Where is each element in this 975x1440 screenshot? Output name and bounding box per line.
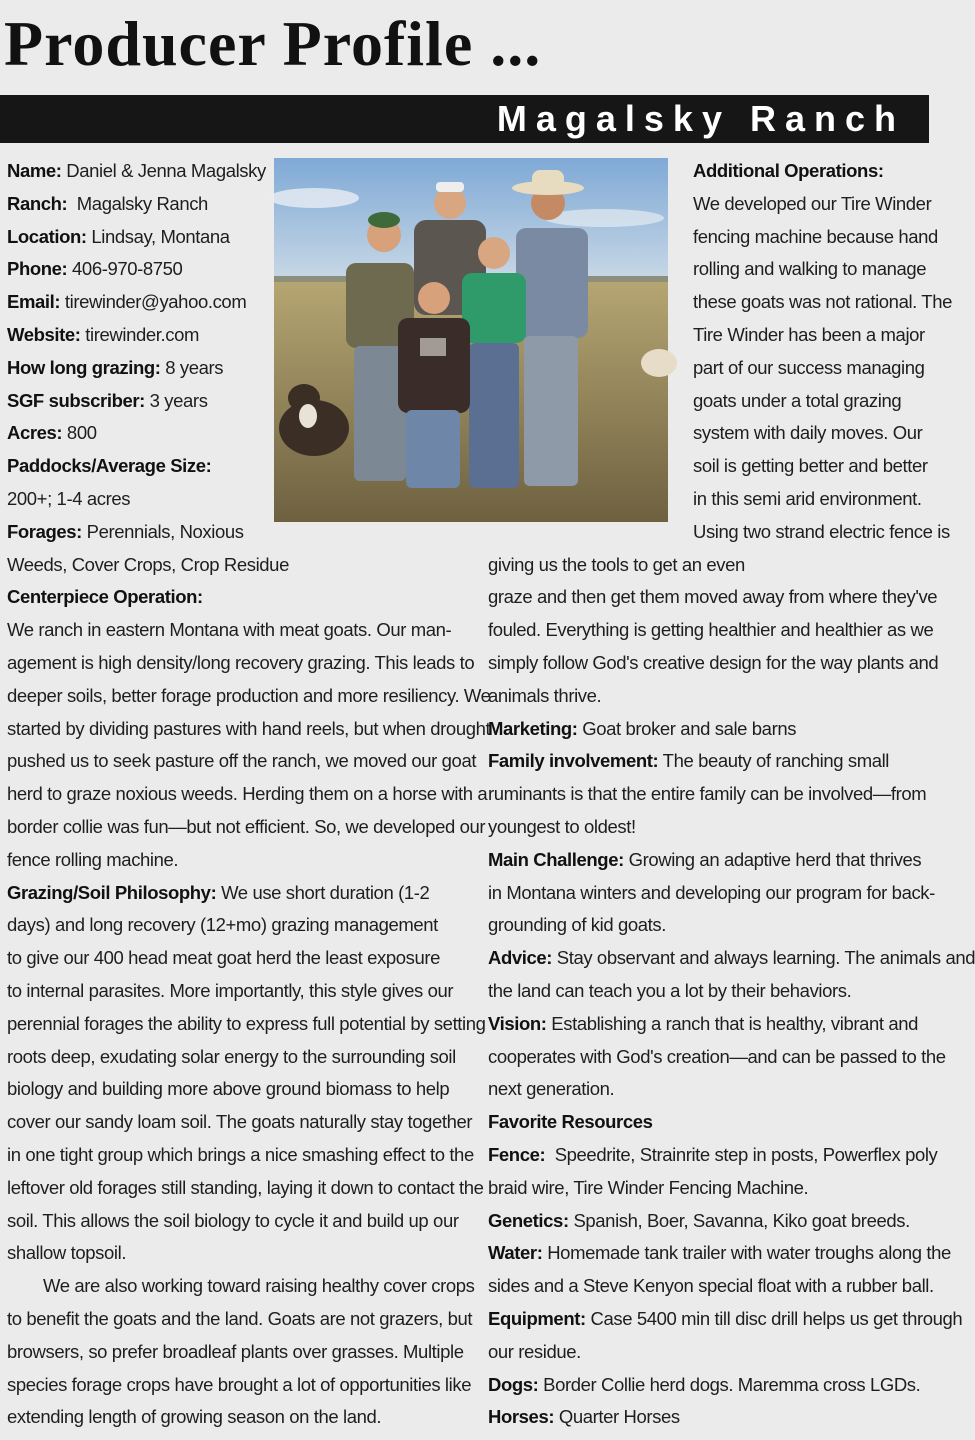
field-value: We are also working toward raising healthy cover crops	[43, 1275, 475, 1297]
field-value: soil. This allows the soil biology to cycle it and build up our	[7, 1209, 459, 1231]
right_column-line	[488, 1105, 653, 1138]
field-value: Growing an adaptive herd that thrives	[623, 848, 922, 870]
left_column-line	[7, 580, 203, 613]
field-value: The beauty of ranching small	[658, 750, 890, 772]
field-value: grounding of kid goats.	[488, 914, 666, 936]
right_column-line	[693, 252, 926, 285]
left_column-line	[7, 1335, 464, 1368]
page-title: Producer Profile ...	[4, 8, 542, 79]
field-value: next generation.	[488, 1078, 615, 1100]
field-value: Weeds, Cover Crops, Crop Residue	[7, 553, 289, 575]
field-label: Additional Operations:	[693, 160, 884, 181]
field-value: leftover old forages still standing, laying it down to contact the	[7, 1176, 484, 1198]
right_column-line	[488, 646, 938, 679]
right_column-line	[488, 548, 745, 581]
left_column-line	[43, 1269, 475, 1302]
field-value: Spanish, Boer, Savanna, Kiko goat breeds.	[568, 1209, 910, 1231]
right_column-line	[488, 876, 935, 909]
left_column-line	[7, 1138, 474, 1171]
field-label: Email:	[7, 291, 61, 313]
field-label: Horses:	[488, 1406, 555, 1428]
field-value: Speedrite, Strainrite step in posts, Powerflex poly	[545, 1144, 938, 1165]
field-value: border collie was fun—but not efficient. So, we developed our	[7, 816, 486, 837]
field-value: graze and then get them moved away from where they've	[488, 586, 938, 608]
field-value: to benefit the goats and the land. Goats are not grazers, but	[7, 1308, 473, 1329]
field-value: We developed our Tire Winder	[693, 192, 932, 214]
right_column-line	[488, 1335, 581, 1368]
right_column-line	[488, 1204, 910, 1237]
left_column-line	[7, 351, 223, 384]
field-label: Favorite Resources	[488, 1111, 653, 1133]
left_column-line	[7, 515, 244, 548]
left_column-line	[7, 843, 178, 876]
field-value: cover our sandy loam soil. The goats naturally stay together	[7, 1111, 473, 1133]
field-value: soil is getting better and better	[693, 455, 928, 477]
field-label: Name:	[7, 160, 62, 181]
left_column-line	[7, 974, 453, 1007]
left_column-line	[7, 482, 130, 515]
left_column-line	[7, 744, 476, 777]
right_column-line	[693, 285, 952, 318]
right_column-line	[693, 154, 884, 187]
field-value: biology and building more above ground biomass to help	[7, 1078, 450, 1100]
field-label: Water:	[488, 1242, 543, 1264]
left_column-line	[7, 220, 230, 253]
field-label: Phone:	[7, 258, 68, 280]
field-value: Stay observant and always learning. The animals and	[552, 947, 975, 969]
field-value: giving us the tools to get an even	[488, 553, 745, 575]
right_column-line	[693, 449, 928, 482]
left_column-line	[7, 285, 246, 318]
field-value: agement is high density/long recovery grazing. This leads to	[7, 652, 475, 673]
right_column-line	[488, 1236, 951, 1269]
field-value: part of our success managing	[693, 356, 925, 378]
field-label: Dogs:	[488, 1373, 539, 1395]
right_column-line	[488, 1138, 937, 1171]
field-value: our residue.	[488, 1340, 581, 1362]
field-label: Genetics:	[488, 1209, 569, 1231]
field-value: perennial forages the ability to express full potential by setting	[7, 1012, 486, 1034]
left_column-line	[7, 777, 487, 810]
right_column-line	[488, 580, 937, 613]
field-value: goats under a total grazing	[693, 389, 902, 411]
field-label: Fence:	[488, 1144, 546, 1165]
field-value: extending length of growing season on the land.	[7, 1406, 382, 1428]
left_column-line	[7, 908, 438, 941]
right_column-line	[488, 941, 975, 974]
left_column-line	[7, 810, 485, 843]
right_column-line	[693, 515, 950, 548]
field-label: SGF subscriber:	[7, 389, 145, 411]
field-value: herd to graze noxious weeds. Herding them on a horse with a	[7, 783, 488, 805]
field-value: 3 years	[144, 389, 208, 411]
field-label: Paddocks/Average Size:	[7, 455, 212, 477]
left_column-line	[7, 646, 474, 679]
right_column-line	[488, 1007, 918, 1040]
left_column-line	[7, 712, 490, 745]
left_column-line	[7, 941, 440, 974]
field-label: Website:	[7, 324, 81, 345]
right_column-line	[488, 908, 666, 941]
field-value: Border Collie herd dogs. Maremma cross LGDs.	[538, 1373, 921, 1395]
field-value: ruminants is that the entire family can be involved—from	[488, 783, 927, 805]
field-label: Advice:	[488, 947, 553, 969]
field-value: browsers, so prefer broadleaf plants over grasses. Multiple	[7, 1340, 464, 1362]
field-label: Vision:	[488, 1012, 547, 1034]
field-value: simply follow God's creative design for the way plants and	[488, 652, 939, 673]
field-value: Using two strand electric fence is	[693, 520, 950, 542]
right_column-line	[488, 1302, 962, 1335]
field-value: 800	[62, 422, 97, 444]
field-value: Perennials, Noxious	[81, 520, 244, 542]
field-label: Location:	[7, 225, 87, 247]
field-value: deeper soils, better forage production and more resiliency. We	[7, 684, 491, 706]
right_column-line	[693, 187, 931, 220]
left_column-line	[7, 154, 266, 187]
field-label: Acres:	[7, 422, 63, 444]
field-label: Ranch:	[7, 192, 68, 214]
field-value: pushed us to seek pasture off the ranch, we moved our goat	[7, 750, 477, 772]
right_column-line	[488, 1171, 808, 1204]
field-label: Main Challenge:	[488, 848, 624, 870]
right_column-line	[693, 318, 925, 351]
field-value: Establishing a ranch that is healthy, vibrant and	[546, 1012, 919, 1034]
right_column-line	[488, 744, 889, 777]
family-photo-icon	[274, 158, 668, 522]
right_column-line	[488, 843, 921, 876]
field-value: We use short duration (1-2	[216, 881, 430, 903]
field-value: rolling and walking to manage	[693, 258, 927, 280]
field-label: Family involvement:	[488, 750, 659, 772]
right_column-line	[488, 1269, 934, 1302]
field-value: animals thrive.	[488, 684, 602, 706]
left_column-line	[7, 1236, 126, 1269]
left_column-line	[7, 384, 208, 417]
left_column-line	[7, 449, 211, 482]
field-value: the land can teach you a lot by their behaviors.	[488, 980, 852, 1001]
right_column-line	[488, 1072, 614, 1105]
right_column-line	[488, 1368, 920, 1401]
left_column-line	[7, 187, 208, 220]
field-value: system with daily moves. Our	[693, 422, 923, 444]
field-value: Daniel & Jenna Magalsky	[61, 160, 266, 181]
ranch-banner	[0, 95, 929, 143]
field-value: Quarter Horses	[554, 1406, 680, 1428]
field-value: fence rolling machine.	[7, 848, 179, 870]
right_column-line	[488, 613, 933, 646]
right_column-line	[488, 974, 851, 1007]
field-value: started by dividing pastures with hand reels, but when drought	[7, 717, 491, 739]
left_column-line	[7, 1105, 472, 1138]
left_column-line	[7, 1007, 486, 1040]
right_column-line	[693, 351, 925, 384]
left_column-line	[7, 1040, 456, 1073]
left_column-line	[7, 1072, 449, 1105]
field-label: Forages:	[7, 520, 82, 542]
field-value: shallow topsoil.	[7, 1242, 127, 1264]
left_column-line	[7, 548, 289, 581]
left_column-line	[7, 1302, 472, 1335]
field-value: We ranch in eastern Montana with meat goats. Our man-	[7, 619, 452, 641]
right_column-line	[693, 482, 922, 515]
right_column-line	[488, 810, 636, 843]
field-value: in one tight group which brings a nice smashing effect to the	[7, 1144, 474, 1165]
right_column-line	[693, 384, 901, 417]
banner-title: Magalsky Ranch	[496, 98, 905, 139]
field-value: these goats was not rational. The	[693, 291, 952, 313]
field-value: fencing machine because hand	[693, 225, 938, 247]
right_column-line	[488, 777, 926, 810]
field-value: 406-970-8750	[67, 258, 183, 280]
right_column-line	[488, 712, 796, 745]
field-value: to internal parasites. More importantly, this style gives our	[7, 980, 454, 1001]
left_column-line	[7, 1400, 381, 1433]
left_column-line	[7, 252, 182, 285]
field-value: roots deep, exudating solar energy to the surrounding soil	[7, 1045, 456, 1067]
left_column-line	[7, 613, 451, 646]
right_column-line	[488, 679, 601, 712]
right_column-line	[488, 1400, 680, 1433]
field-value: cooperates with God's creation—and can be passed to the	[488, 1045, 946, 1067]
field-label: Grazing/Soil Philosophy:	[7, 881, 217, 903]
field-value: Magalsky Ranch	[67, 192, 208, 214]
field-value: Goat broker and sale barns	[577, 717, 797, 739]
left_column-line	[7, 318, 199, 351]
field-value: days) and long recovery (12+mo) grazing management	[7, 914, 438, 936]
field-label: Marketing:	[488, 717, 578, 739]
right_column-line	[693, 416, 922, 449]
left_column-line	[7, 679, 491, 712]
field-value: tirewinder.com	[80, 324, 199, 345]
field-value: Case 5400 min till disc drill helps us get through	[585, 1308, 963, 1329]
left_column-line	[7, 416, 97, 449]
right_column-line	[693, 220, 938, 253]
field-value: 8 years	[160, 356, 224, 378]
field-value: in Montana winters and developing our program for back-	[488, 881, 935, 903]
field-value: to give our 400 head meat goat herd the least exposure	[7, 947, 440, 969]
field-value: in this semi arid environment.	[693, 488, 922, 509]
left_column-line	[7, 1204, 459, 1237]
field-value: 200+; 1-4 acres	[7, 488, 131, 509]
field-label: Equipment:	[488, 1308, 586, 1329]
field-value: braid wire, Tire Winder Fencing Machine.	[488, 1176, 809, 1198]
right_column-line	[488, 1040, 946, 1073]
field-value: Homemade tank trailer with water troughs along the	[542, 1242, 951, 1264]
field-label: How long grazing:	[7, 356, 161, 378]
field-value: sides and a Steve Kenyon special float with a rubber ball.	[488, 1275, 934, 1297]
left_column-line	[7, 1171, 483, 1204]
field-value: species forage crops have brought a lot of opportunities like	[7, 1373, 472, 1395]
field-value: tirewinder@yahoo.com	[60, 291, 247, 313]
field-value: fouled. Everything is getting healthier and healthier as we	[488, 619, 934, 641]
field-value: youngest to oldest!	[488, 816, 636, 837]
field-value: Tire Winder has been a major	[693, 324, 925, 345]
family-photo	[274, 158, 668, 522]
left_column-line	[7, 1368, 471, 1401]
field-value: Lindsay, Montana	[86, 225, 230, 247]
left_column-line	[7, 876, 429, 909]
field-label: Centerpiece Operation:	[7, 586, 203, 608]
